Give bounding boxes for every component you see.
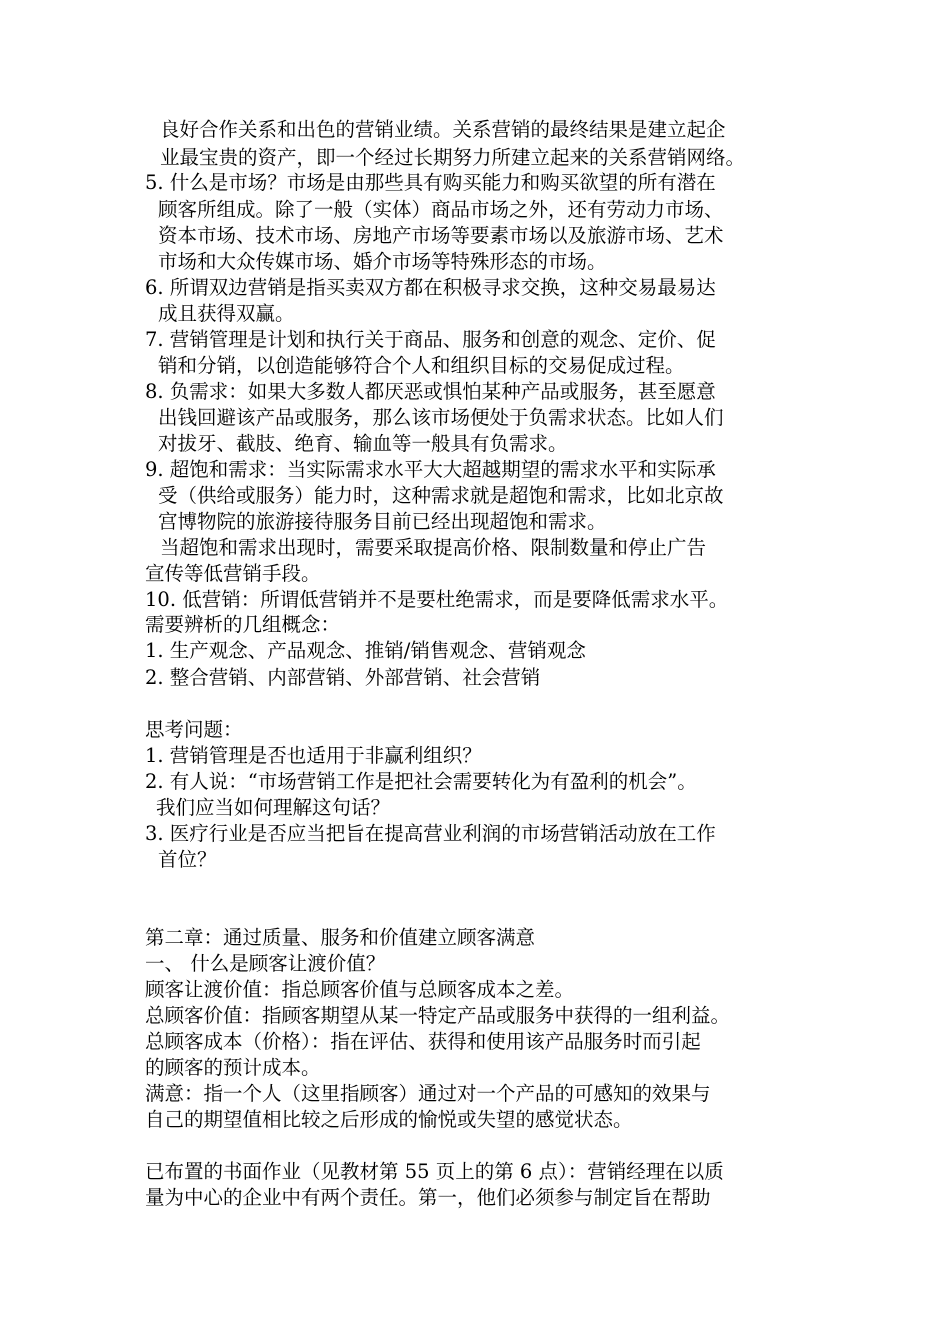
paragraph-line: 资本市场、技术市场、房地产市场等要素市场以及旅游市场、艺术 [158, 224, 724, 247]
paragraph-line: 受（供给或服务）能力时，这种需求就是超饱和需求，比如北京故 [158, 484, 724, 507]
list-item: 5. 什么是市场？市场是由那些具有购买能力和购买欲望的所有潜在 [145, 171, 716, 194]
paragraph-line: 我们应当如何理解这句话？ [156, 796, 391, 819]
list-item: 10. 低营销：所谓低营销并不是要杜绝需求，而是要降低需求水平。 [145, 588, 729, 611]
paragraph-line: 宣传等低营销手段。 [145, 562, 321, 585]
list-item: 6. 所谓双边营销是指买卖双方都在积极寻求交换，这种交易最易达 [145, 276, 716, 299]
paragraph-line: 宫博物院的旅游接待服务目前已经出现超饱和需求。 [158, 510, 607, 533]
chapter-title: 第二章：通过质量、服务和价值建立顾客满意 [145, 926, 536, 949]
list-item: 8. 负需求：如果大多数人都厌恶或惧怕某种产品或服务，甚至愿意 [145, 380, 716, 403]
paragraph-line: 顾客所组成。除了一般（实体）商品市场之外，还有劳动力市场、 [158, 198, 724, 221]
list-item: 7. 营销管理是计划和执行关于商品、服务和创意的观念、定价、促 [145, 328, 716, 351]
list-item: 9. 超饱和需求：当实际需求水平大大超越期望的需求水平和实际承 [145, 458, 716, 481]
paragraph-line: 自己的期望值相比较之后形成的愉悦或失望的感觉状态。 [145, 1108, 633, 1131]
list-item: 2. 整合营销、内部营销、外部营销、社会营销 [145, 666, 541, 689]
paragraph-line: 当超饱和需求出现时，需要采取提高价格、限制数量和停止广告 [160, 536, 707, 559]
list-item: 3. 医疗行业是否应当把旨在提高营业利润的市场营销活动放在工作 [145, 822, 716, 845]
section-heading: 思考问题： [145, 718, 243, 741]
paragraph-line: 量为中心的企业中有两个责任。第一，他们必须参与制定旨在帮助 [145, 1186, 711, 1209]
paragraph-line: 出钱回避该产品或服务，那么该市场便处于负需求状态。比如人们 [158, 406, 724, 429]
list-item: 1. 营销管理是否也适用于非赢利组织？ [145, 744, 482, 767]
paragraph-line: 良好合作关系和出色的营销业绩。关系营销的最终结果是建立起企 [160, 118, 726, 141]
paragraph-line: 的顾客的预计成本。 [145, 1056, 321, 1079]
paragraph-line: 销和分销，以创造能够符合个人和组织目标的交易促成过程。 [158, 354, 685, 377]
list-item: 1. 生产观念、产品观念、推销/销售观念、营销观念 [145, 639, 586, 662]
paragraph-line: 顾客让渡价值：指总顾客价值与总顾客成本之差。 [145, 978, 575, 1001]
section-heading: 一、 什么是顾客让渡价值？ [145, 952, 386, 975]
paragraph-line: 对拔牙、截肢、绝育、输血等一般具有负需求。 [158, 432, 568, 455]
section-heading: 需要辨析的几组概念： [145, 613, 341, 636]
paragraph-line: 业最宝贵的资产，即一个经过长期努力所建立起来的关系营销网络。 [160, 146, 746, 169]
paragraph-line: 成且获得双赢。 [158, 302, 295, 325]
list-item: 2. 有人说：“市场营销工作是把社会需要转化为有盈利的机会”。 [145, 770, 697, 793]
paragraph-line: 市场和大众传媒市场、婚介市场等特殊形态的市场。 [158, 250, 607, 273]
paragraph-line: 满意：指一个人（这里指顾客）通过对一个产品的可感知的效果与 [145, 1082, 711, 1105]
paragraph-line: 首位？ [158, 848, 217, 871]
paragraph-line: 总顾客成本（价格）：指在评估、获得和使用该产品服务时而引起 [145, 1030, 701, 1053]
paragraph-line: 已布置的书面作业（见教材第 55 页上的第 6 点）：营销经理在以质 [145, 1160, 724, 1183]
paragraph-line: 总顾客价值：指顾客期望从某一特定产品或服务中获得的一组利益。 [145, 1004, 731, 1027]
